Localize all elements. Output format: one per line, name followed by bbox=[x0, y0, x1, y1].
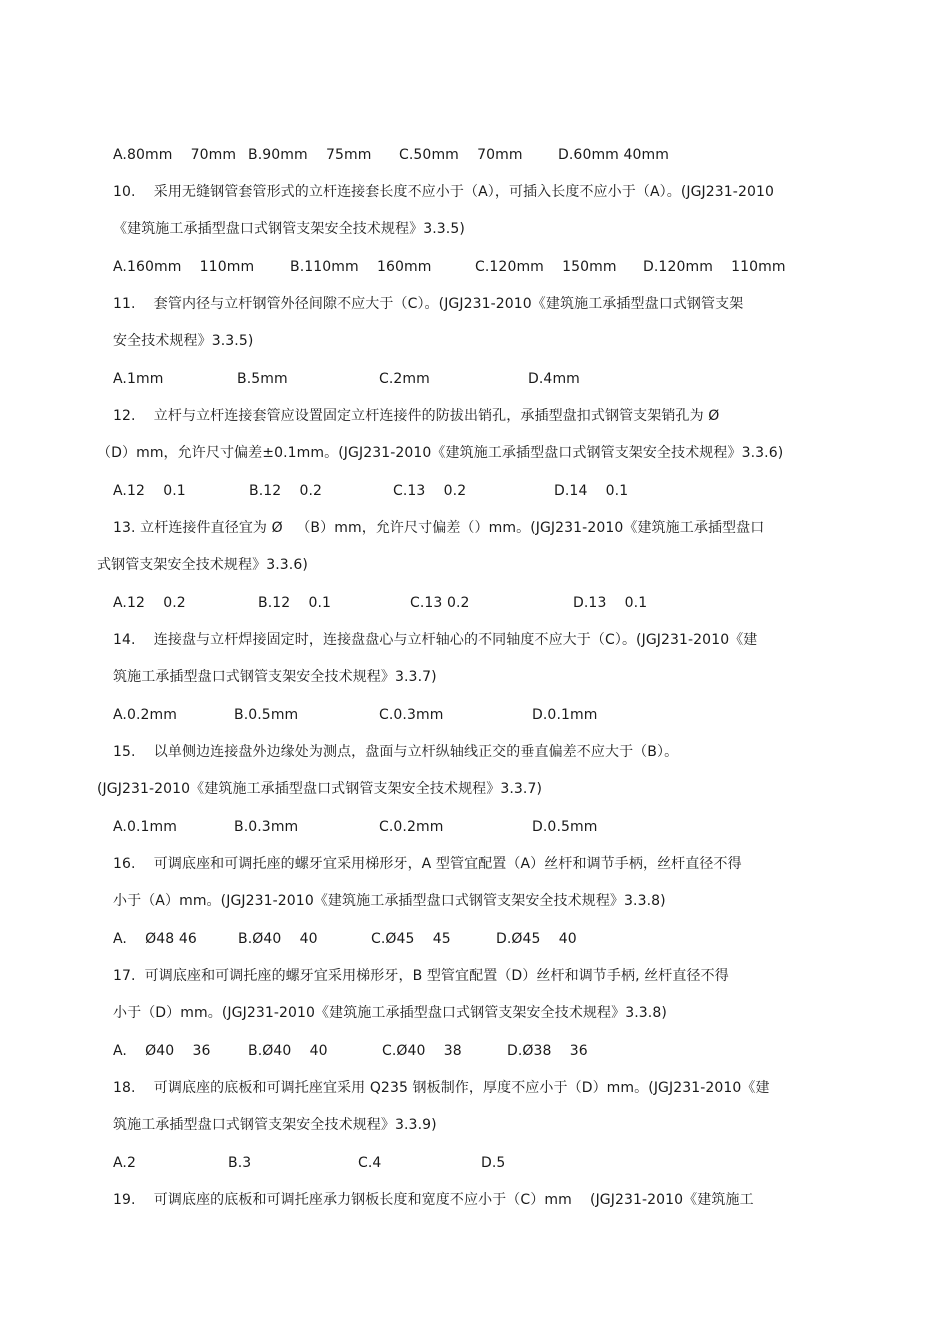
question-15-line-1: 15. 以单侧边连接盘外边缘处为测点，盘面与立杆纵轴线正交的垂直偏差不应大于（B）。 bbox=[113, 744, 679, 760]
options-row-q9 bbox=[0, 144, 950, 166]
options-row-q16 bbox=[0, 928, 950, 950]
option-d: D.0.5mm bbox=[532, 819, 598, 835]
option-c: C.13 0.2 bbox=[393, 483, 467, 499]
options-row-q10 bbox=[0, 256, 950, 278]
option-b: B.90mm 75mm bbox=[248, 147, 372, 163]
option-a: A.80mm 70mm bbox=[113, 147, 237, 163]
option-d: D.60mm 40mm bbox=[558, 147, 669, 163]
option-b: B.12 0.2 bbox=[249, 483, 323, 499]
question-17-line-1: 17. 可调底座和可调托座的螺牙宜采用梯形牙，B 型管宜配置（D）丝杆和调节手柄, 丝杆直径不得 bbox=[113, 968, 729, 984]
question-12-line-1: 12. 立杆与立杆连接套管应设置固定立杆连接件的防拔出销孔，承插型盘扣式钢管支架销孔为 Ø bbox=[113, 408, 720, 424]
option-a: A. Ø48 46 bbox=[113, 931, 197, 947]
question-10-line-2: 《建筑施工承插型盘口式钢管支架安全技术规程》3.3.5) bbox=[113, 221, 465, 237]
options-row-q12 bbox=[0, 480, 950, 502]
option-a: A.12 0.1 bbox=[113, 483, 186, 499]
option-c: C.2mm bbox=[379, 371, 430, 387]
option-b: B.110mm 160mm bbox=[290, 259, 432, 275]
option-d: D.4mm bbox=[528, 371, 580, 387]
option-a: A.1mm bbox=[113, 371, 164, 387]
option-a: A.0.2mm bbox=[113, 707, 178, 723]
options-row-q11 bbox=[0, 368, 950, 390]
option-b: B.5mm bbox=[237, 371, 288, 387]
option-c: C.Ø45 45 bbox=[371, 931, 451, 947]
option-b: B.3 bbox=[228, 1155, 252, 1171]
question-14-line-1: 14. 连接盘与立杆焊接固定时，连接盘盘心与立杆轴心的不同轴度不应大于（C）。(JGJ231-2010《建 bbox=[113, 632, 758, 648]
question-10-line-1: 10. 采用无缝钢管套管形式的立杆连接套长度不应小于（A），可插入长度不应小于（A）。(JGJ231-2010 bbox=[113, 184, 774, 200]
question-12-line-2: （D）mm，允许尺寸偏差±0.1mm。(JGJ231-2010《建筑施工承插型盘口式钢管支架安全技术规程》3.3.6) bbox=[97, 445, 784, 461]
option-d: D.120mm 110mm bbox=[643, 259, 786, 275]
option-c: C.4 bbox=[358, 1155, 382, 1171]
option-a: A.0.1mm bbox=[113, 819, 178, 835]
option-c: C.0.2mm bbox=[379, 819, 444, 835]
question-17-line-2: 小于（D）mm。(JGJ231-2010《建筑施工承插型盘口式钢管支架安全技术规程》3.3.8) bbox=[113, 1005, 667, 1021]
question-11-line-2: 安全技术规程》3.3.5) bbox=[113, 333, 254, 349]
options-row-q17 bbox=[0, 1040, 950, 1062]
question-18-line-1: 18. 可调底座的底板和可调托座宜采用 Q235 钢板制作，厚度不应小于（D）mm。(JGJ231-2010《建 bbox=[113, 1080, 770, 1096]
option-c: C.50mm 70mm bbox=[399, 147, 523, 163]
question-11-line-1: 11. 套管内径与立杆钢管外径间隙不应大于（C）。(JGJ231-2010《建筑施工承插型盘口式钢管支架 bbox=[113, 296, 744, 312]
question-18-line-2: 筑施工承插型盘口式钢管支架安全技术规程》3.3.9) bbox=[113, 1117, 437, 1133]
options-row-q15 bbox=[0, 816, 950, 838]
question-16-line-2: 小于（A）mm。(JGJ231-2010《建筑施工承插型盘口式钢管支架安全技术规程》3.3.8) bbox=[113, 893, 666, 909]
question-16-line-1: 16. 可调底座和可调托座的螺牙宜采用梯形牙，A 型管宜配置（A）丝杆和调节手柄，丝杆直径不得 bbox=[113, 856, 742, 872]
question-13-line-2: 式钢管支架安全技术规程》3.3.6) bbox=[97, 557, 308, 573]
option-d: D.5 bbox=[481, 1155, 506, 1171]
option-c: C.Ø40 38 bbox=[382, 1043, 462, 1059]
option-c: C.120mm 150mm bbox=[475, 259, 617, 275]
option-a: A.12 0.2 bbox=[113, 595, 186, 611]
option-a: A. Ø40 36 bbox=[113, 1043, 211, 1059]
option-d: D.Ø38 36 bbox=[507, 1043, 588, 1059]
options-row-q18 bbox=[0, 1152, 950, 1174]
question-14-line-2: 筑施工承插型盘口式钢管支架安全技术规程》3.3.7) bbox=[113, 669, 437, 685]
option-b: B.0.5mm bbox=[234, 707, 299, 723]
option-b: B.0.3mm bbox=[234, 819, 299, 835]
option-b: B.Ø40 40 bbox=[248, 1043, 328, 1059]
option-c: C.13 0.2 bbox=[410, 595, 470, 611]
question-15-line-2: (JGJ231-2010《建筑施工承插型盘口式钢管支架安全技术规程》3.3.7) bbox=[97, 781, 543, 797]
question-19-line-1: 19. 可调底座的底板和可调托座承力钢板长度和宽度不应小于（C）mm (JGJ231-2010《建筑施工 bbox=[113, 1192, 754, 1208]
option-b: B.Ø40 40 bbox=[238, 931, 318, 947]
option-b: B.12 0.1 bbox=[258, 595, 332, 611]
option-d: D.Ø45 40 bbox=[496, 931, 577, 947]
question-13-line-1: 13. 立杆连接件直径宜为 Ø （B）mm，允许尺寸偏差（）mm。(JGJ231-2010《建筑施工承插型盘口 bbox=[113, 520, 765, 536]
option-d: D.14 0.1 bbox=[554, 483, 629, 499]
option-a: A.2 bbox=[113, 1155, 136, 1171]
options-row-q14 bbox=[0, 704, 950, 726]
options-row-q13 bbox=[0, 592, 950, 614]
option-a: A.160mm 110mm bbox=[113, 259, 255, 275]
option-d: D.13 0.1 bbox=[573, 595, 648, 611]
option-d: D.0.1mm bbox=[532, 707, 598, 723]
option-c: C.0.3mm bbox=[379, 707, 444, 723]
